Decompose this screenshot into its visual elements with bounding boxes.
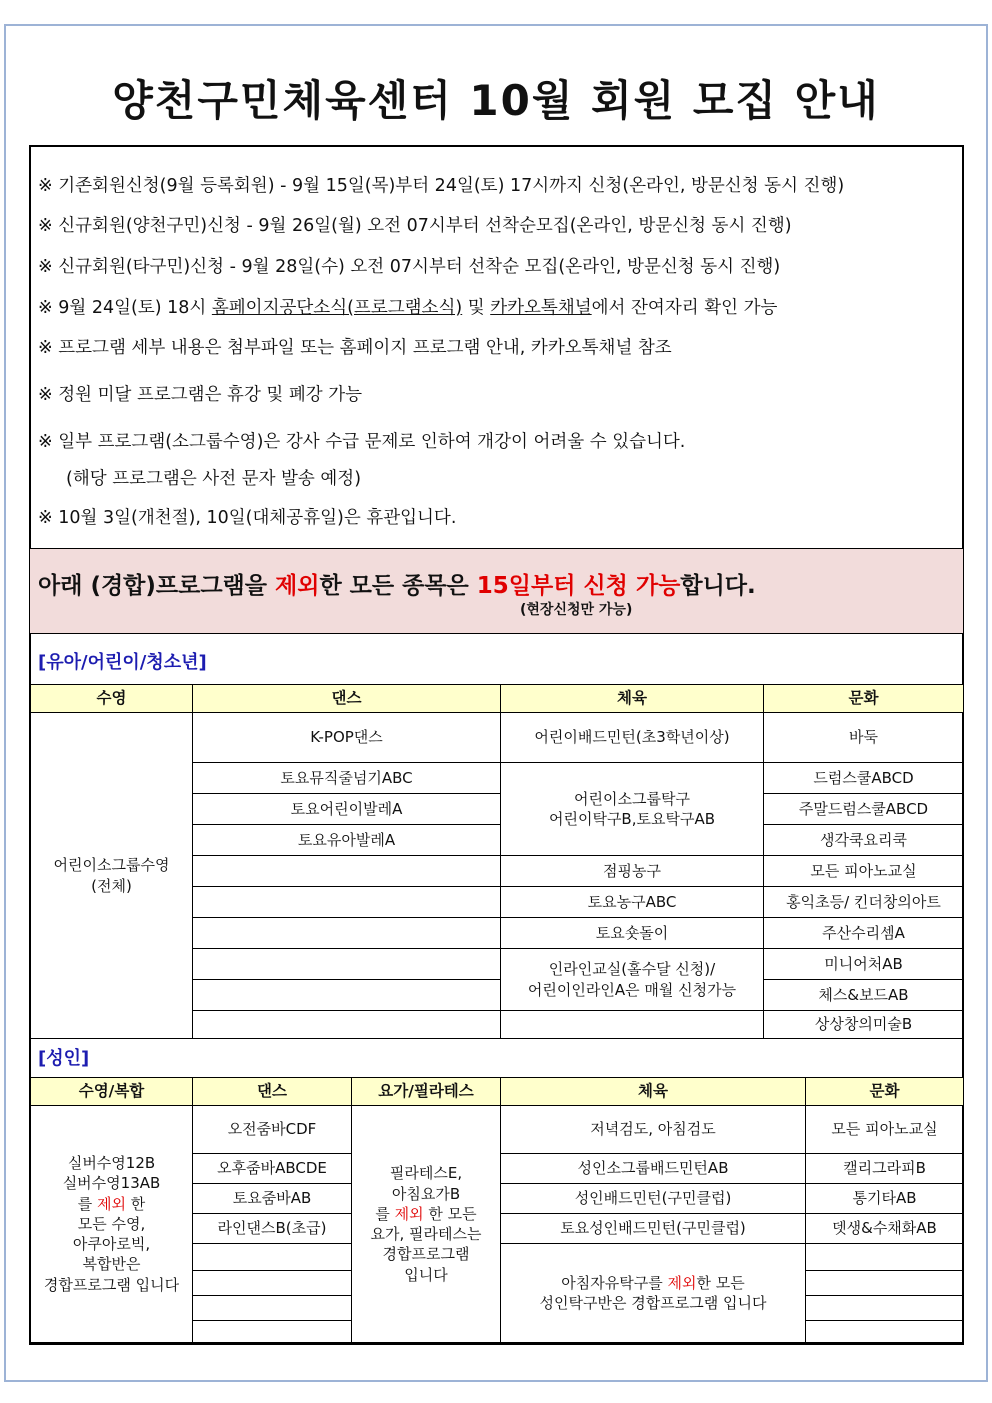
highlight-subtext: (현장신청만 가능)	[520, 602, 633, 618]
youth-culture-item: 생각쿡요리쿡	[764, 825, 964, 856]
adult-dance-empty	[193, 1244, 352, 1271]
notice-existing-members: ※ 기존회원신청(9월 등록회원) - 9월 15일(목)부터 24일(토) 17시까지 신청(온라인, 방문신청 동시 진행)	[38, 176, 845, 196]
youth-sports-item: 점핑농구	[501, 856, 764, 887]
youth-sports-item: 어린이배드민턴(초3학년이상)	[501, 713, 764, 763]
youth-culture-item: 미니어처AB	[764, 949, 964, 980]
youth-header-dance: 댄스	[193, 685, 501, 713]
page-title: 양천구민체육센터 10월 회원 모집 안내	[112, 76, 880, 125]
youth-header-swim: 수영	[31, 685, 193, 713]
adult-header-culture: 문화	[806, 1078, 964, 1106]
youth-table	[30, 684, 964, 1039]
adult-yoga-cell: 필라테스E, 아침요가B 를 제외 한 모든 요가, 필라테스는 경합프로그램 입니다	[352, 1106, 501, 1343]
notice-new-nonresidents: ※ 신규회원(타구민)신청 - 9월 28일(수) 오전 07시부터 선착순 모집(온라인, 방문신청 동시 진행)	[38, 257, 781, 277]
youth-dance-empty	[193, 856, 501, 887]
adult-swim-cell: 실버수영12B 실버수영13AB 를 제외 한 모든 수영, 아쿠아로빅, 복합반은 경합프로그램 입니다	[31, 1106, 193, 1343]
adult-culture-item: 모든 피아노교실	[806, 1106, 964, 1154]
youth-culture-item: 모든 피아노교실	[764, 856, 964, 887]
youth-dance-empty	[193, 887, 501, 918]
youth-swim-cell: 어린이소그룹수영 (전체)	[31, 713, 193, 1039]
youth-culture-item: 주산수리셈A	[764, 918, 964, 949]
adult-culture-empty	[806, 1296, 964, 1321]
youth-culture-item: 체스&보드AB	[764, 980, 964, 1011]
notice-new-residents: ※ 신규회원(양천구민)신청 - 9월 26일(월) 오전 07시부터 선착순모집(온라인, 방문신청 동시 진행)	[38, 216, 792, 236]
adult-culture-item: 뎃생&수채화AB	[806, 1214, 964, 1244]
youth-dance-item: 토요어린이발레A	[193, 794, 501, 825]
highlight-banner	[30, 548, 963, 634]
adult-dance-item: 라인댄스B(초급)	[193, 1214, 352, 1244]
youth-sports-item: 어린이소그룹탁구 어린이탁구B,토요탁구AB	[501, 763, 764, 856]
youth-dance-empty	[193, 1011, 501, 1039]
adult-culture-item: 캘리그라피B	[806, 1154, 964, 1184]
adult-header-swim: 수영/복합	[31, 1078, 193, 1106]
youth-culture-item: 드럼스쿨ABCD	[764, 763, 964, 794]
youth-header-sports: 체육	[501, 685, 764, 713]
adult-dance-item: 오전줌바CDF	[193, 1106, 352, 1154]
youth-dance-empty	[193, 918, 501, 949]
kakao-channel-link[interactable]: 카카오톡채널	[490, 298, 592, 318]
notice-program-details: ※ 프로그램 세부 내용은 첨부파일 또는 홈페이지 프로그램 안내, 카카오톡채널 참조	[38, 338, 672, 358]
section-heading-adult: [성인]	[38, 1048, 90, 1069]
adult-culture-empty	[806, 1321, 964, 1343]
youth-header-culture: 문화	[764, 685, 964, 713]
notice-small-group-swim: ※ 일부 프로그램(소그룹수영)은 강사 수급 문제로 인하여 개강이 어려울 수 있습니다.	[38, 432, 686, 452]
adult-table	[30, 1077, 964, 1343]
youth-culture-item: 홍익초등/ 킨더창의아트	[764, 887, 964, 918]
adult-header-sports: 체육	[501, 1078, 806, 1106]
adult-dance-empty	[193, 1321, 352, 1343]
section-heading-youth: [유아/어린이/청소년]	[38, 652, 207, 673]
highlight-text: 아래 (경합)프로그램을 제외한 모든 종목은 15일부터 신청 가능합니다.	[38, 573, 756, 599]
adult-culture-empty	[806, 1271, 964, 1296]
youth-culture-item: 상상창의미술B	[764, 1011, 964, 1039]
notice-remaining-seats: ※ 9월 24일(토) 18시 홈페이지공단소식(프로그램소식) 및 카카오톡채널에서 잔여자리 확인 가능	[38, 298, 778, 318]
youth-dance-item: 토요유아발레A	[193, 825, 501, 856]
youth-sports-item: 인라인교실(홀수달 신청)/ 어린이인라인A은 매월 신청가능	[501, 949, 764, 1011]
homepage-news-link[interactable]: 홈페이지공단소식(프로그램소식)	[211, 298, 463, 318]
adult-dance-item: 오후줌바ABCDE	[193, 1154, 352, 1184]
adult-header-dance: 댄스	[193, 1078, 352, 1106]
youth-culture-item: 바둑	[764, 713, 964, 763]
adult-dance-item: 토요줌바AB	[193, 1184, 352, 1214]
adult-sports-item: 아침자유탁구를 제외한 모든 성인탁구반은 경합프로그램 입니다	[501, 1244, 806, 1343]
notice-sms: (해당 프로그램은 사전 문자 발송 예정)	[66, 469, 362, 489]
youth-sports-item: 토요숏돌이	[501, 918, 764, 949]
adult-sports-item: 저녁검도, 아침검도	[501, 1106, 806, 1154]
adult-sports-item: 성인소그룹배드민턴AB	[501, 1154, 806, 1184]
youth-dance-empty	[193, 949, 501, 980]
adult-culture-empty	[806, 1244, 964, 1271]
notice-cancellation: ※ 정원 미달 프로그램은 휴강 및 폐강 가능	[38, 385, 363, 405]
youth-sports-item: 토요농구ABC	[501, 887, 764, 918]
youth-dance-item: 토요뮤직줄넘기ABC	[193, 763, 501, 794]
adult-dance-empty	[193, 1296, 352, 1321]
adult-sports-item: 성인배드민턴(구민클럽)	[501, 1184, 806, 1214]
youth-culture-item: 주말드럼스쿨ABCD	[764, 794, 964, 825]
adult-dance-empty	[193, 1271, 352, 1296]
youth-dance-item: K-POP댄스	[193, 713, 501, 763]
youth-sports-empty	[501, 1011, 764, 1039]
adult-sports-item: 토요성인배드민턴(구민클럽)	[501, 1214, 806, 1244]
adult-header-yoga: 요가/필라테스	[352, 1078, 501, 1106]
notice-closed-days: ※ 10월 3일(개천절), 10일(대체공휴일)은 휴관입니다.	[38, 508, 457, 528]
youth-dance-empty	[193, 980, 501, 1011]
adult-culture-item: 통기타AB	[806, 1184, 964, 1214]
